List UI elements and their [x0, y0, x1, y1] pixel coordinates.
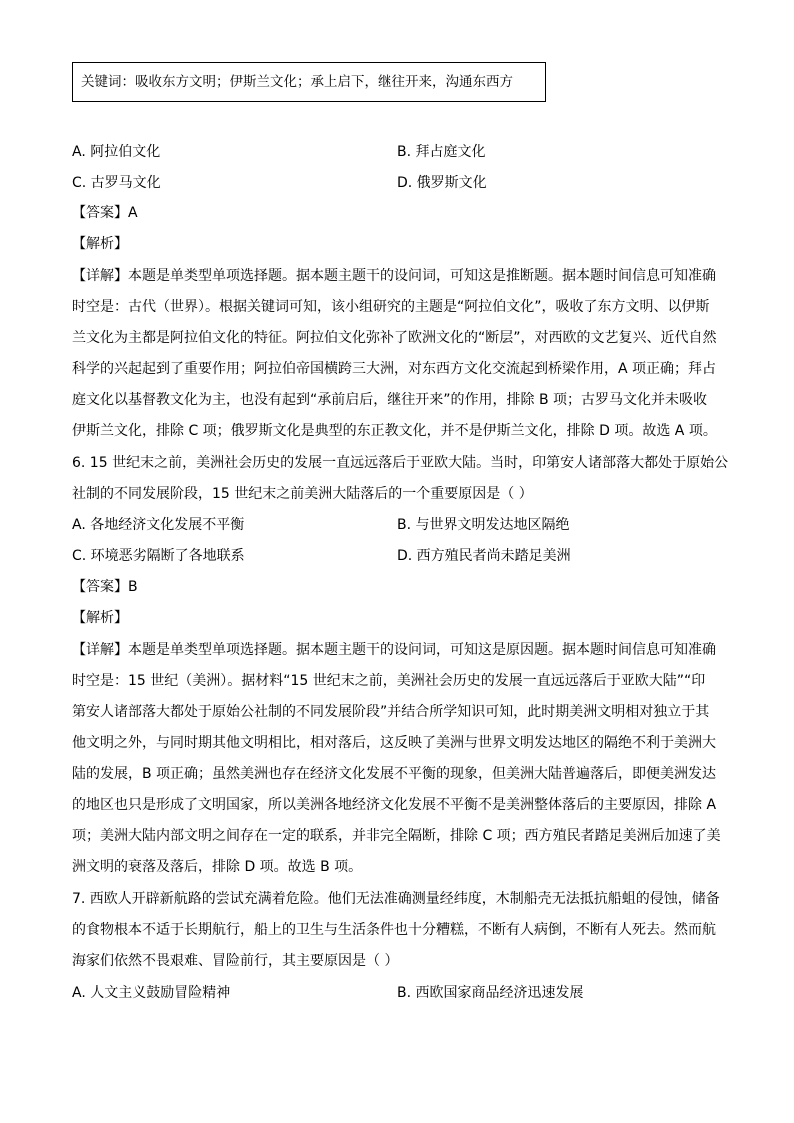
q6-detail-line: 项；美洲大陆内部文明之间存在一定的联系，并非完全隔断，排除 C 项；西方殖民者踏足美洲后加速了美	[72, 828, 721, 844]
q6-stem-line: 6. 15 世纪末之前，美洲社会历史的发展一直远远落后于亚欧大陆。当时，印第安人诸部落大都处于原始公	[72, 455, 729, 471]
q6-detail-line: 他文明之外，与同时期其他文明相比，相对落后，这反映了美洲与世界文明发达地区的隔绝不利于美洲大	[72, 735, 716, 751]
q7-stem-line: 海家们依然不畏艰难、冒险前行，其主要原因是（ ）	[72, 953, 399, 969]
q5-option-d: D. 俄罗斯文化	[397, 175, 487, 191]
q5-detail-line: 【详解】本题是单类型单项选择题。据本题主题干的设问词，可知这是推断题。据本题时间信息可知准确	[72, 268, 716, 284]
q7-stem-line: 7. 西欧人开辟新航路的尝试充满着危险。他们无法准确测量经纬度，木制船壳无法抵抗船蛆的侵蚀，储备	[72, 891, 720, 907]
q5-detail-line: 庭文化以基督教文化为主，也没有起到“承前启后，继往开来”的作用，排除 B 项；古罗马文化并未吸收	[72, 392, 708, 408]
q6-detail-line: 【详解】本题是单类型单项选择题。据本题主题干的设问词，可知这是原因题。据本题时间信息可知准确	[72, 642, 716, 658]
q6-detail-line: 洲文明的衰落及落后，排除 D 项。故选 B 项。	[72, 859, 363, 875]
q5-answer: 【答案】A	[72, 205, 138, 221]
q6-detail-line: 的地区也只是形成了文明国家，所以美洲各地经济文化发展不平衡不是美洲整体落后的主要原因，排除 A	[72, 797, 717, 813]
q7-option-b: B. 西欧国家商品经济迅速发展	[397, 985, 584, 1001]
q6-option-c: C. 环境恶劣隔断了各地联系	[72, 548, 245, 564]
q6-stem-line: 社制的不同发展阶段，15 世纪末之前美洲大陆落后的一个重要原因是（ ）	[72, 486, 533, 502]
q5-detail-line: 科学的兴起起到了重要作用；阿拉伯帝国横跨三大洲，对东西方文化交流起到桥梁作用，A 项正确；拜占	[72, 361, 717, 377]
q5-detail-line: 时空是：古代（世界）。根据关键词可知，该小组研究的主题是“阿拉伯文化”，吸收了东方文明、以伊斯	[72, 299, 710, 315]
q6-option-d: D. 西方殖民者尚未踏足美洲	[397, 548, 571, 564]
keyword-box: 关键词：吸收东方文明；伊斯兰文化；承上启下，继往开来，沟通东西方	[72, 62, 546, 102]
q7-option-a: A. 人文主义鼓励冒险精神	[72, 985, 231, 1001]
q5-detail-line: 伊斯兰文化，排除 C 项；俄罗斯文化是典型的东正教文化，并不是伊斯兰文化，排除 D 项。故选 A 项。	[72, 423, 717, 439]
q5-option-c: C. 古罗马文化	[72, 175, 161, 191]
q6-answer: 【答案】B	[72, 579, 138, 595]
q6-analysis-label: 【解析】	[72, 610, 128, 626]
q5-option-b: B. 拜占庭文化	[397, 144, 486, 160]
q6-option-b: B. 与世界文明发达地区隔绝	[397, 517, 570, 533]
q6-detail-line: 陆的发展，B 项正确；虽然美洲也存在经济文化发展不平衡的现象，但美洲大陆普遍落后，即便美洲发达	[72, 766, 717, 782]
q6-detail-line: 时空是：15 世纪（美洲）。据材料“15 世纪末之前，美洲社会历史的发展一直远远落后于亚欧大陆”“印	[72, 673, 706, 689]
q5-option-a: A. 阿拉伯文化	[72, 144, 161, 160]
q5-analysis-label: 【解析】	[72, 236, 128, 252]
q6-detail-line: 第安人诸部落大都处于原始公社制的不同发展阶段”并结合所学知识可知，此时期美洲文明相对独立于其	[72, 704, 710, 720]
q6-option-a: A. 各地经济文化发展不平衡	[72, 517, 245, 533]
q5-detail-line: 兰文化为主都是阿拉伯文化的特征。阿拉伯文化弥补了欧洲文化的“断层”，对西欧的文艺复兴、近代自然	[72, 330, 717, 346]
q7-stem-line: 的食物根本不适于长期航行，船上的卫生与生活条件也十分糟糕，不断有人病倒，不断有人死去。然而航	[72, 922, 716, 938]
